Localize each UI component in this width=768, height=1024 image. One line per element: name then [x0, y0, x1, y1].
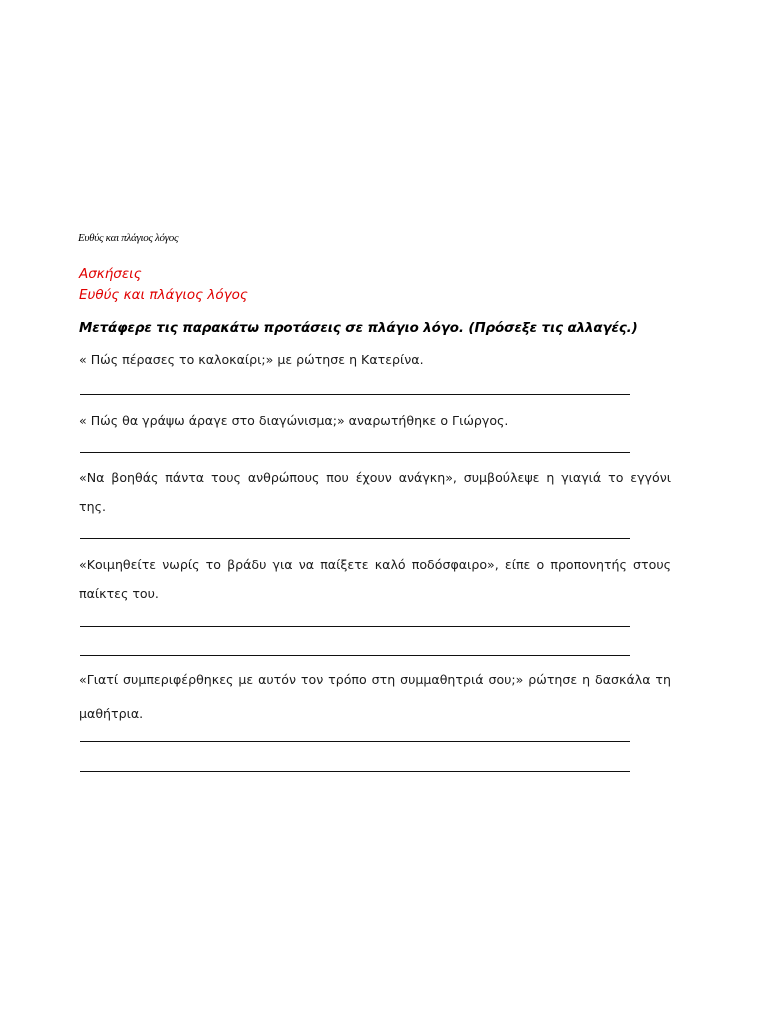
- exercise-5-sentence-line-1: «Γιατί συμπεριφέρθηκες με αυτόν τον τρόπο στη συμμαθητριά σου;» ρώτησε η δασκάλα τη: [79, 672, 671, 687]
- exercise-5-answer-line-1[interactable]: [80, 741, 630, 742]
- instruction-text: Μετάφερε τις παρακάτω προτάσεις σε πλάγιο λόγο. (Πρόσεξε τις αλλαγές.): [79, 321, 638, 336]
- exercise-5-sentence-line-2: μαθήτρια.: [79, 706, 144, 721]
- exercise-3-sentence-line-1: «Να βοηθάς πάντα τους ανθρώπους που έχουν ανάγκη», συμβούλεψε η γιαγιά το εγγόνι: [79, 470, 671, 485]
- exercise-4-answer-line-1[interactable]: [80, 626, 630, 627]
- exercise-4-answer-line-2[interactable]: [80, 655, 630, 656]
- exercise-1-answer-line[interactable]: [80, 394, 630, 395]
- heading-exercises: Ασκήσεις: [79, 266, 142, 282]
- exercise-1-sentence: « Πώς πέρασες το καλοκαίρι;» με ρώτησε η Κατερίνα.: [79, 352, 424, 367]
- exercise-4-sentence-line-1: «Κοιμηθείτε νωρίς το βράδυ για να παίξετε καλό ποδόσφαιρο», είπε ο προπονητής στους: [79, 557, 671, 572]
- exercise-4-sentence-line-2: παίκτες του.: [79, 586, 159, 601]
- heading-topic: Ευθύς και πλάγιος λόγος: [79, 287, 248, 303]
- exercise-2-answer-line[interactable]: [80, 452, 630, 453]
- exercise-5-answer-line-2[interactable]: [80, 771, 630, 772]
- exercise-3-sentence-line-2: της.: [79, 499, 106, 514]
- exercise-3-answer-line[interactable]: [80, 538, 630, 539]
- exercise-2-sentence: « Πώς θα γράψω άραγε στο διαγώνισμα;» αναρωτήθηκε ο Γιώργος.: [79, 413, 509, 428]
- document-header-title: Ευθύς και πλάγιος λόγος: [78, 232, 179, 244]
